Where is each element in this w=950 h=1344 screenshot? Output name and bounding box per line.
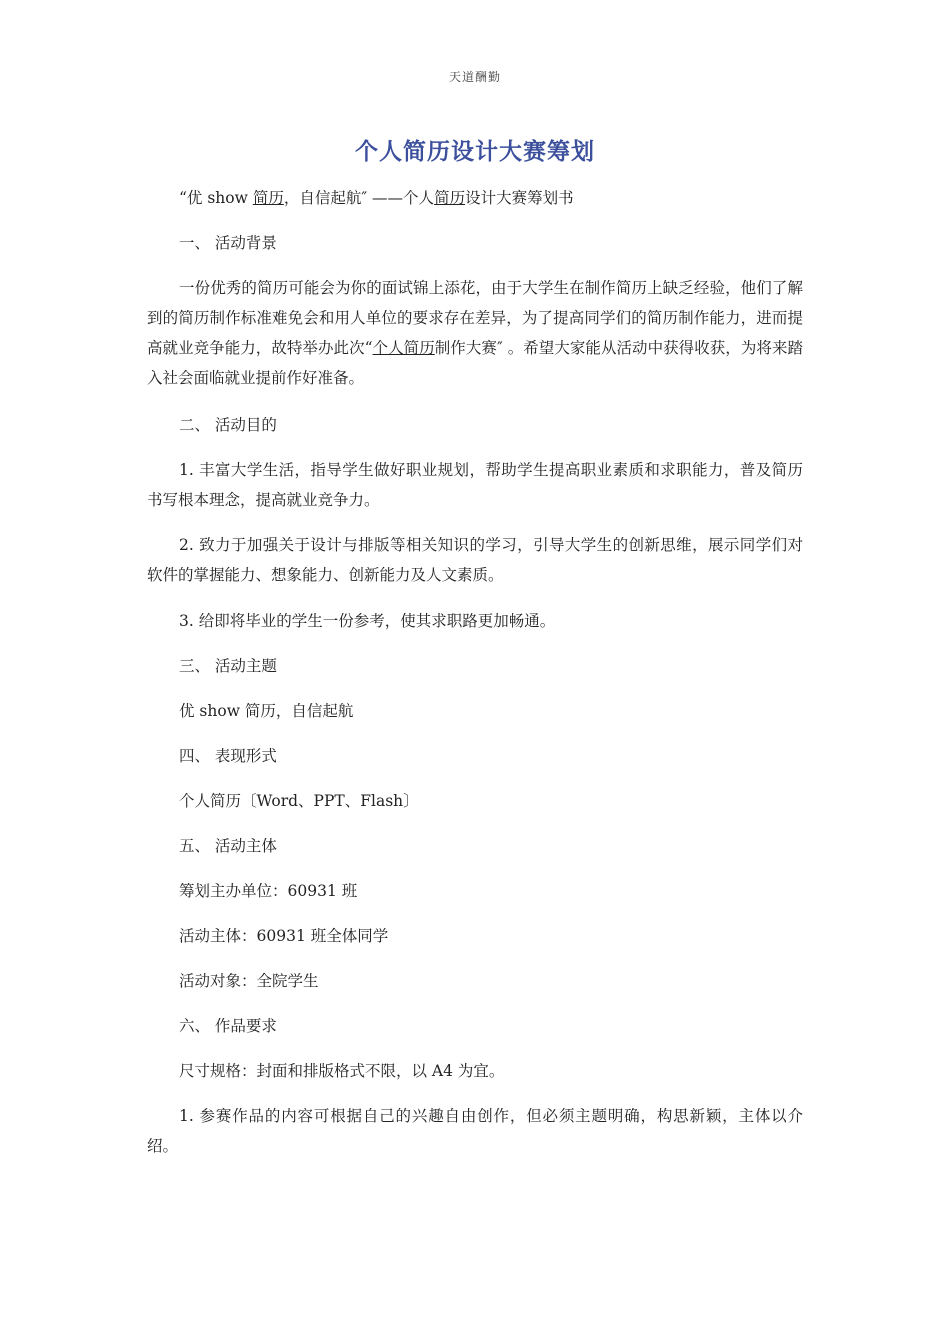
section-2-item-3: 3. 给即将毕业的学生一份参考，使其求职路更加畅通。 xyxy=(179,612,556,630)
section-5-participants: 活动主体：60931 班全体同学 xyxy=(179,927,389,945)
section-3-text: 优 show 简历，自信起航 xyxy=(179,702,354,720)
section-1-link-personal-resume[interactable]: 个人简历 xyxy=(372,339,435,357)
section-5-organizer: 筹划主办单位：60931 班 xyxy=(179,882,358,900)
header-mark: 天道酬勤 xyxy=(448,70,501,84)
section-6-item-1: 1. 参赛作品的内容可根据自己的兴趣自由创作，但必须主题明确，构思新颖，主体以介绍。 xyxy=(147,1107,803,1155)
section-2-heading: 二、 活动目的 xyxy=(179,416,277,434)
section-5-heading: 五、 活动主体 xyxy=(179,837,277,855)
subtitle-link-resume[interactable]: 简历 xyxy=(252,189,284,207)
section-4-text: 个人简历〔Word、PPT、Flash〕 xyxy=(179,792,419,810)
section-4-heading: 四、 表现形式 xyxy=(179,747,277,765)
section-1-heading: 一、 活动背景 xyxy=(179,234,277,252)
section-1-text-after: 制作大赛″ 。希望大家能从活动中获得收获，为将来踏入社会面临就业提前作好准备。 xyxy=(147,339,803,387)
subtitle xyxy=(147,183,803,213)
section-3-heading: 三、 活动主题 xyxy=(179,657,277,675)
section-6-size-spec: 尺寸规格：封面和排版格式不限，以 A4 为宜。 xyxy=(179,1062,505,1080)
subtitle-link-resume-2[interactable]: 简历 xyxy=(434,189,466,207)
section-2-item-2: 2. 致力于加强关于设计与排版等相关知识的学习，引导大学生的创新思维，展示同学们对软件的掌握能力、想象能力、创新能力及人文素质。 xyxy=(147,536,803,584)
page-title: 个人简历设计大赛筹划 xyxy=(355,139,595,165)
subtitle-part3: 设计大赛筹划书 xyxy=(465,189,574,207)
section-1-paragraph xyxy=(147,273,803,393)
subtitle-part2: ，自信起航″ ——个人 xyxy=(283,189,435,207)
subtitle-part1: “优 show xyxy=(179,189,253,207)
section-5-audience: 活动对象：全院学生 xyxy=(179,972,319,990)
section-6-heading: 六、 作品要求 xyxy=(179,1017,277,1035)
section-2-item-1: 1. 丰富大学生活，指导学生做好职业规划，帮助学生提高职业素质和求职能力，普及简历书写根本理念，提高就业竞争力。 xyxy=(147,461,803,509)
section-1-text-before: 一份优秀的简历可能会为你的面试锦上添花，由于大学生在制作简历上缺乏经验，他们了解到的简历制作标准难免会和用人单位的要求存在差异，为了提高同学们的简历制作能力，进而提高就业竞争能力，故特举办此次“ xyxy=(147,279,803,357)
